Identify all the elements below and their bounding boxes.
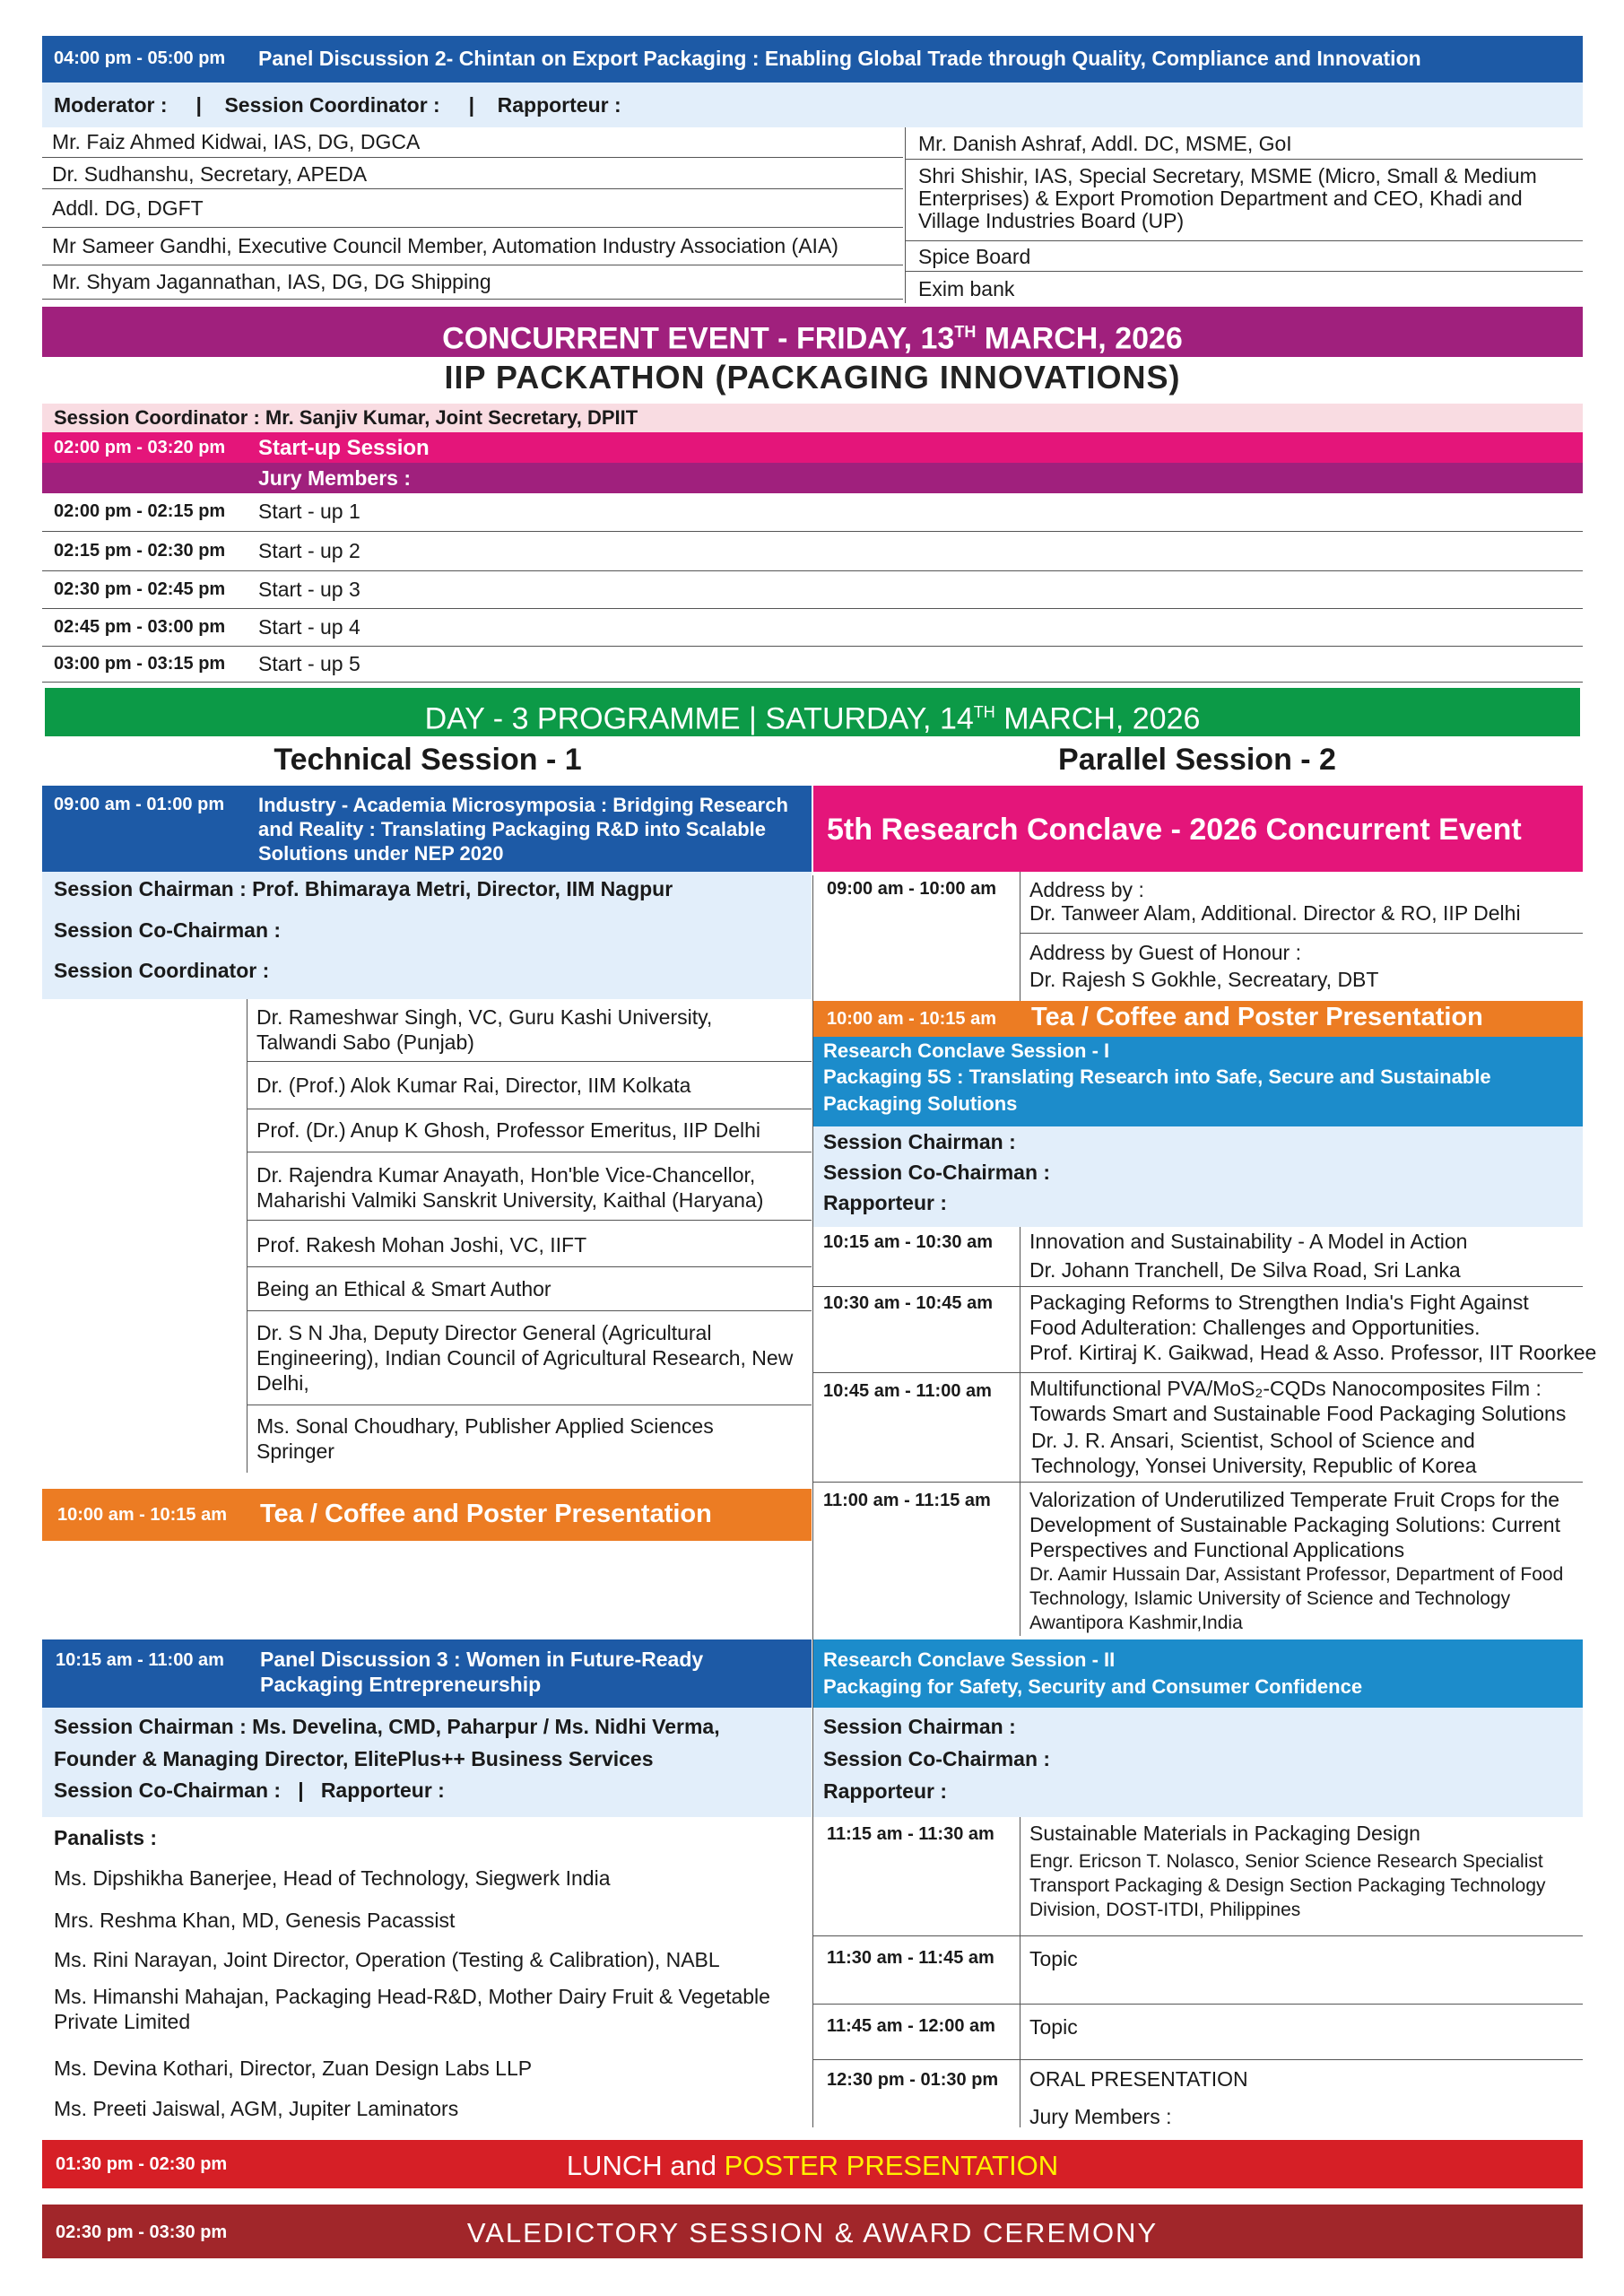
talk1-2-line1: Dr. J. R. Ansari, Scientist, School of Science and Technology, Yonsei University, Republic of Korea [1031, 1429, 1477, 1477]
lunch-text [42, 2150, 1583, 2182]
speaker-1: Dr. (Prof.) Alok Kumar Rai, Director, IIM Kolkata [256, 1074, 691, 1097]
talk-b-time: 11:30 am - 11:45 am [827, 1948, 994, 1968]
panelist-3: Ms. Himanshi Mahajan, Packaging Head-R&D, Mother Dairy Fruit & Vegetable Private Limited [54, 1985, 770, 2033]
oral-time: 12:30 pm - 01:30 pm [827, 2070, 999, 2090]
micro-cochairman: Session Co-Chairman : [54, 918, 282, 942]
slot-label-0: Start - up 1 [258, 500, 360, 523]
packathon-coordinator: Session Coordinator : Mr. Sanjiv Kumar, Joint Secretary, DPIIT [54, 406, 638, 429]
talk1-1-line0: Packaging Reforms to Strengthen India's Fight Against Food Adulteration: Challenges and Opportunities. [1029, 1291, 1529, 1339]
panel2-left-2: Addl. DG, DGFT [52, 196, 204, 220]
panel2-title: Panel Discussion 2- Chintan on Export Packaging : Enabling Global Trade through Quality, Compliance and Innovation [258, 47, 1421, 70]
talk1-0-line0: Innovation and Sustainability - A Model in Action [1029, 1230, 1468, 1253]
panel3-time: 10:15 am - 11:00 am [56, 1650, 224, 1670]
panel2-left-1: Dr. Sudhanshu, Secretary, APEDA [52, 162, 368, 186]
speaker-7: Ms. Sonal Choudhary, Publisher Applied Sciences Springer [256, 1414, 714, 1463]
panel3-chair1: Session Chairman : Ms. Develina, CMD, Paharpur / Ms. Nidhi Verma, [54, 1715, 720, 1738]
panel2-right-1: Shri Shishir, IAS, Special Secretary, MSME (Micro, Small & Medium Enterprises) & Export Promotion Department and CEO, Khadi and Village Industries Board (UP) [918, 164, 1537, 232]
valedictory-time: 02:30 pm - 03:30 pm [56, 2222, 228, 2242]
speaker-6: Dr. S N Jha, Deputy Director General (Agricultural Engineering), Indian Council of Agricultural Research, New Delhi, [256, 1321, 794, 1395]
talk1-time-3: 11:00 am - 11:15 am [823, 1491, 991, 1510]
s1-cochairman: Session Co-Chairman : [823, 1161, 1051, 1184]
lunch-text-2: POSTER PRESENTATION [724, 2150, 1059, 2181]
panel2-right-2: Spice Board [918, 245, 1031, 268]
tech-session-heading: Technical Session - 1 [274, 743, 582, 777]
talk1-3-line0: Valorization of Underutilized Temperate Fruit Crops for the Development of Sustainable Packaging Solutions: Current Perspectives and Functional Applications [1029, 1488, 1560, 1561]
panelist-5: Ms. Preeti Jaiswal, AGM, Jupiter Laminators [54, 2097, 459, 2120]
talk1-time-2: 10:45 am - 11:00 am [823, 1381, 992, 1401]
slot-label-2: Start - up 3 [258, 578, 360, 601]
panel2-left-0: Mr. Faiz Ahmed Kidwai, IAS, DG, DGCA [52, 130, 421, 153]
talk1-time-1: 10:30 am - 10:45 am [823, 1293, 994, 1313]
lunch-text-1: LUNCH and [566, 2150, 725, 2181]
talk1-1-line1: Prof. Kirtiraj K. Gaikwad, Head & Asso. Professor, IIT Roorkee [1029, 1341, 1597, 1364]
panel3-title: Panel Discussion 3 : Women in Future-Ready Packaging Entrepreneurship [260, 1648, 704, 1696]
micro-chairman: Session Chairman : Prof. Bhimaraya Metri, Director, IIM Nagpur [54, 877, 673, 900]
startup-title: Start-up Session [258, 436, 430, 460]
addr2-label: Address by Guest of Honour : [1029, 941, 1301, 964]
s2-line1: Research Conclave Session - II [823, 1648, 1116, 1671]
talk-c-title: Topic [1029, 2015, 1078, 2039]
left-tea-title: Tea / Coffee and Poster Presentation [260, 1500, 712, 1528]
day3-banner: DAY - 3 PROGRAMME | SATURDAY, 14TH MARCH, 2026 [45, 688, 1580, 736]
right-tea-time: 10:00 am - 10:15 am [827, 1009, 997, 1029]
panelist-1: Mrs. Reshma Khan, MD, Genesis Pacassist [54, 1909, 456, 1932]
oral-title: ORAL PRESENTATION [1029, 2067, 1248, 2091]
s2-rapporteur: Rapporteur : [823, 1779, 947, 1803]
talk-b-title: Topic [1029, 1947, 1078, 1970]
panel3-chair2: Founder & Managing Director, ElitePlus++ Business Services [54, 1747, 654, 1770]
parallel-session-heading: Parallel Session - 2 [1058, 743, 1336, 777]
speaker-0: Dr. Rameshwar Singh, VC, Guru Kashi University, Talwandi Sabo (Punjab) [256, 1005, 713, 1054]
panel2-right-3: Exim bank [918, 277, 1015, 300]
talk1-time-0: 10:15 am - 10:30 am [823, 1232, 994, 1252]
talk-a-time: 11:15 am - 11:30 am [827, 1824, 994, 1844]
slot-time-3: 02:45 pm - 03:00 pm [54, 617, 226, 637]
left-tea-time: 10:00 am - 10:15 am [57, 1505, 228, 1525]
slot-time-2: 02:30 pm - 02:45 pm [54, 579, 226, 599]
panel2-left-4: Mr. Shyam Jagannathan, IAS, DG, DG Shipping [52, 270, 491, 293]
speaker-3: Dr. Rajendra Kumar Anayath, Hon'ble Vice-Chancellor, Maharishi Valmiki Sanskrit University, Kaithal (Haryana) [256, 1163, 764, 1212]
slot-time-0: 02:00 pm - 02:15 pm [54, 501, 226, 521]
talk-a-speaker: Engr. Ericson T. Nolasco, Senior Science Research Specialist Transport Packaging & Design Section Packaging Technology Division, DOST-ITDI, Philippines [1029, 1851, 1546, 1920]
addr1-label: Address by : [1029, 878, 1144, 901]
startup-time: 02:00 pm - 03:20 pm [54, 438, 226, 457]
s1-rapporteur: Rapporteur : [823, 1191, 947, 1214]
addr-time: 09:00 am - 10:00 am [827, 879, 997, 899]
panel2-right-0: Mr. Danish Ashraf, Addl. DC, MSME, GoI [918, 132, 1292, 155]
speaker-5: Being an Ethical & Smart Author [256, 1277, 551, 1300]
oral-jury: Jury Members : [1029, 2105, 1172, 2128]
s1-line1: Research Conclave Session - I [823, 1039, 1110, 1062]
s1-line2: Packaging 5S : Translating Research into Safe, Secure and Sustainable Packaging Solutions [823, 1065, 1491, 1115]
lunch-time: 01:30 pm - 02:30 pm [56, 2154, 228, 2174]
conclave-title: 5th Research Conclave - 2026 Concurrent Event [827, 813, 1522, 847]
micro-coordinator: Session Coordinator : [54, 959, 270, 982]
addr1-name: Dr. Tanweer Alam, Additional. Director & RO, IIP Delhi [1029, 901, 1521, 925]
s1-chairman: Session Chairman : [823, 1130, 1016, 1153]
slot-label-1: Start - up 2 [258, 539, 360, 562]
panel2-left-3: Mr Sameer Gandhi, Executive Council Member, Automation Industry Association (AIA) [52, 234, 838, 257]
panel2-time: 04:00 pm - 05:00 pm [54, 48, 226, 68]
addr2-name: Dr. Rajesh S Gokhle, Secreatary, DBT [1029, 968, 1379, 991]
slot-time-4: 03:00 pm - 03:15 pm [54, 654, 226, 674]
talk1-0-line1: Dr. Johann Tranchell, De Silva Road, Sri Lanka [1029, 1258, 1461, 1282]
packathon-title: IIP PACKATHON (PACKAGING INNOVATIONS) [444, 359, 1181, 396]
micro-time: 09:00 am - 01:00 pm [54, 795, 225, 814]
concurrent-banner: CONCURRENT EVENT - FRIDAY, 13TH MARCH, 2026 [42, 307, 1583, 357]
s2-chairman: Session Chairman : [823, 1715, 1016, 1738]
jury-label: Jury Members : [258, 466, 412, 490]
panelist-2: Ms. Rini Narayan, Joint Director, Operation (Testing & Calibration), NABL [54, 1948, 720, 1971]
speaker-4: Prof. Rakesh Mohan Joshi, VC, IIFT [256, 1233, 587, 1257]
talk-a-title: Sustainable Materials in Packaging Design [1029, 1822, 1420, 1845]
panelist-0: Ms. Dipshikha Banerjee, Head of Technology, Siegwerk India [54, 1866, 611, 1890]
s2-cochairman: Session Co-Chairman : [823, 1747, 1051, 1770]
slot-label-4: Start - up 5 [258, 652, 360, 675]
talk1-3-line1: Dr. Aamir Hussain Dar, Assistant Professor, Department of Food Technology, Islamic University of Science and Technology Awantipora Kashmir,India [1029, 1564, 1564, 1633]
talk1-2-line0: Multifunctional PVA/MoS₂-CQDs Nanocomposites Film : Towards Smart and Sustainable Food Packaging Solutions [1029, 1377, 1567, 1425]
valedictory-text: VALEDICTORY SESSION & AWARD CEREMONY [466, 2217, 1159, 2248]
panelists-label: Panalists : [54, 1826, 158, 1849]
talk-c-time: 11:45 am - 12:00 am [827, 2016, 995, 2036]
speaker-2: Prof. (Dr.) Anup K Ghosh, Professor Emeritus, IIP Delhi [256, 1118, 761, 1142]
s2-line2: Packaging for Safety, Security and Consumer Confidence [823, 1675, 1363, 1698]
slot-time-1: 02:15 pm - 02:30 pm [54, 541, 226, 561]
panelist-4: Ms. Devina Kothari, Director, Zuan Design Labs LLP [54, 2057, 533, 2080]
slot-label-3: Start - up 4 [258, 615, 360, 639]
panel3-chair3: Session Co-Chairman : | Rapporteur : [54, 1779, 445, 1802]
panel2-roles: Moderator : | Session Coordinator : | Rapporteur : [54, 93, 621, 117]
right-tea-title: Tea / Coffee and Poster Presentation [1031, 1003, 1483, 1031]
micro-title: Industry - Academia Microsymposia : Bridging Research and Reality : Translating Packaging R&D into Scalable Solutions under NEP 2020 [258, 794, 788, 865]
